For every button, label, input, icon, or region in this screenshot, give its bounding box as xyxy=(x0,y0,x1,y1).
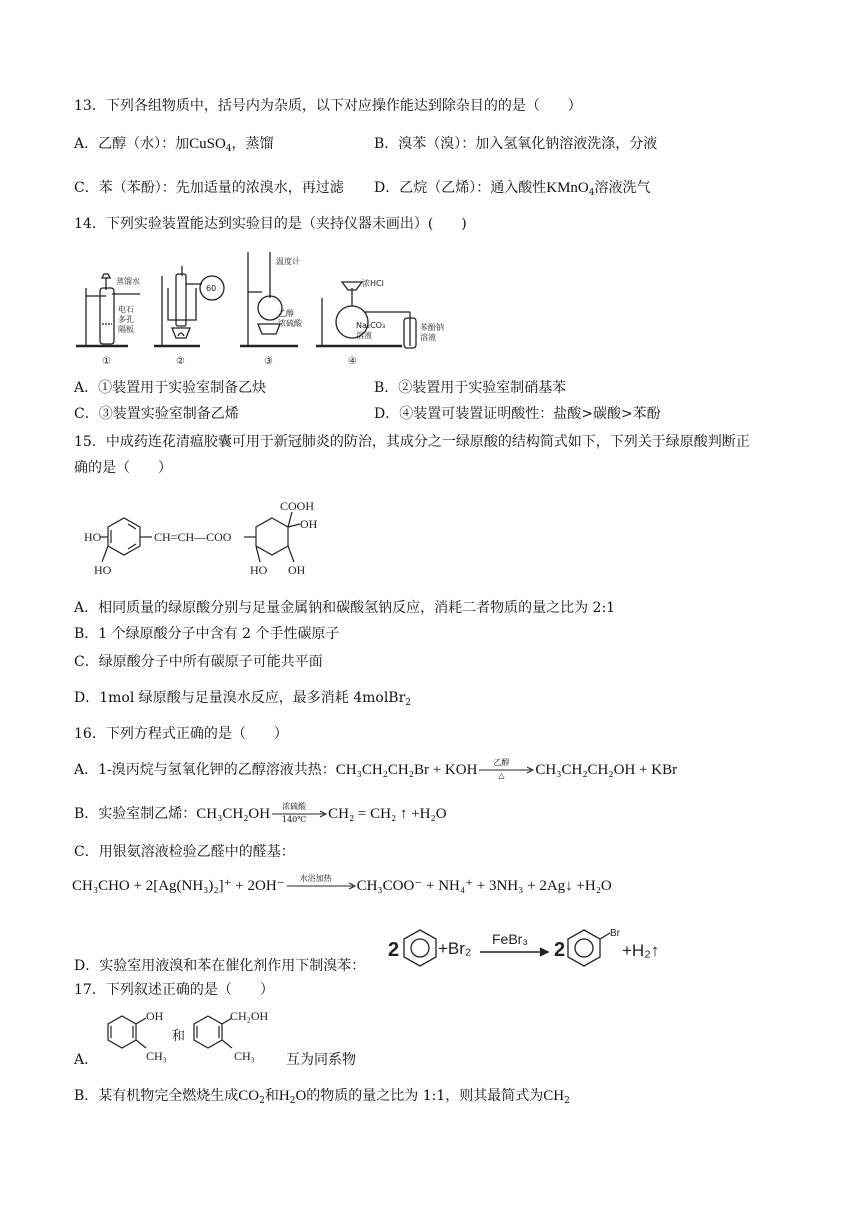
svg-text:Br: Br xyxy=(610,928,620,939)
svg-text:④: ④ xyxy=(348,356,357,367)
q17-option-a-label: A． xyxy=(74,1052,99,1068)
svg-text:浓HCl: 浓HCl xyxy=(362,279,384,288)
q16-option-c-equation: CH₃CHO + 2[Ag(NH₃)₂]⁺ + 2OH⁻ 水浴加热 CH₃COO⁻ + NH₄⁺ + 3NH₃ + 2Ag↓ +H₂O xyxy=(72,874,612,894)
q13-option-c: C．苯（苯酚）：先加适量的浓溴水，再过滤 xyxy=(74,180,344,196)
svg-text:CH₃: CH₃ xyxy=(146,1049,167,1063)
apparatus-4 xyxy=(316,278,444,367)
svg-text:OH: OH xyxy=(300,517,318,531)
q15-stem-line2: 确的是（ ） xyxy=(74,460,172,476)
svg-text:FeBr₃: FeBr₃ xyxy=(492,931,529,947)
svg-text:+Br₂: +Br₂ xyxy=(438,939,472,958)
q15-option-a: A．相同质量的绿原酸分别与足量金属钠和碳酸氢钠反应，消耗二者物质的量之比为 2:1 xyxy=(74,600,616,616)
svg-text:溶液: 溶液 xyxy=(356,331,372,340)
fig-label-water: 蒸馏水 xyxy=(116,277,140,286)
bromination-equation xyxy=(386,922,676,972)
q13-option-b: B．溴苯（溴）：加入氢氧化钠溶液洗涤，分液 xyxy=(374,136,658,152)
svg-text:60: 60 xyxy=(206,284,217,293)
svg-text:+H₂↑: +H₂↑ xyxy=(622,941,660,960)
svg-text:和: 和 xyxy=(172,1028,186,1043)
reaction-arrow: 浓硫酸 140℃ xyxy=(270,804,328,824)
reaction-arrow: 水浴加热 xyxy=(285,876,357,896)
apparatus-2 xyxy=(154,266,224,367)
reaction-arrow: 乙醇 △ xyxy=(477,760,535,780)
q15-option-c: C．绿原酸分子中所有碳原子可能共平面 xyxy=(74,654,323,670)
svg-text:隔板: 隔板 xyxy=(118,325,134,334)
q13-stem: 13．下列各组物质中，括号内为杂质，以下对应操作能达到除杂目的的是（ ） xyxy=(74,98,582,114)
q14-stem: 14．下列实验装置能达到实验目的是（夹持仪器未画出）( ) xyxy=(74,216,467,232)
svg-text:COOH: COOH xyxy=(280,499,315,513)
q14-option-b: B．②装置用于实验室制硝基苯 xyxy=(374,380,567,396)
q13-option-d: D．乙烷（乙烯）：通入酸性KMnO$_4$溶液洗气 xyxy=(374,180,651,198)
q14-option-c: C．③装置实验室制备乙烯 xyxy=(74,406,239,422)
svg-text:CH₃: CH₃ xyxy=(234,1049,255,1063)
q14-option-a: A．①装置用于实验室制备乙炔 xyxy=(74,380,267,396)
svg-text:Na₂CO₃: Na₂CO₃ xyxy=(356,321,386,330)
chlorogenic-acid-structure xyxy=(80,496,340,582)
svg-text:OH: OH xyxy=(288,563,306,577)
svg-text:HO: HO xyxy=(250,563,268,577)
svg-text:CH₂OH: CH₂OH xyxy=(230,1009,269,1023)
homolog-structures xyxy=(96,1006,286,1068)
q15-option-b: B．1 个绿原酸分子中含有 2 个手性碳原子 xyxy=(74,626,340,642)
q13-option-a: A．乙醇（水）：加CuSO$_4$，蒸馏 xyxy=(74,136,274,154)
q14-apparatus-figure xyxy=(72,248,502,370)
q17-stem: 17．下列叙述正确的是（ ） xyxy=(74,982,274,998)
q14-option-d: D．④装置可装置证明酸性：盐酸>碳酸>苯酚 xyxy=(374,406,661,422)
svg-text:电石: 电石 xyxy=(118,305,134,314)
svg-text:②: ② xyxy=(176,356,185,367)
svg-text:2: 2 xyxy=(554,939,566,961)
svg-text:乙醇: 乙醇 xyxy=(278,309,294,318)
q15-option-d: D．1mol 绿原酸与足量溴水反应，最多消耗 4molBr$_2$ xyxy=(74,690,412,708)
q17-option-a-text: 互为同系物 xyxy=(286,1052,356,1068)
svg-text:溶液: 溶液 xyxy=(420,333,436,342)
q16-option-d: D．实验室用液溴和苯在催化剂作用下制溴苯： xyxy=(74,958,366,974)
svg-text:2: 2 xyxy=(388,939,400,961)
svg-text:温度计: 温度计 xyxy=(276,257,300,266)
q16-stem: 16．下列方程式正确的是（ ） xyxy=(74,726,288,742)
apparatus-1 xyxy=(76,274,140,367)
svg-text:HO: HO xyxy=(84,530,102,544)
q15-stem-line1: 15．中成药连花清瘟胶囊可用于新冠肺炎的防治，其成分之一绿原酸的结构简式如下，下列关于绿原酸判断正 xyxy=(74,434,750,450)
q16-option-b: B．实验室制乙烯：CH₃CH₂OH 浓硫酸 140℃ CH₂ = CH₂ ↑ +H₂O xyxy=(74,802,447,824)
svg-text:多孔: 多孔 xyxy=(118,315,134,324)
apparatus-3 xyxy=(240,252,303,367)
svg-text:HO: HO xyxy=(94,563,112,577)
svg-text:OH: OH xyxy=(146,1009,164,1023)
svg-text:③: ③ xyxy=(264,356,273,367)
q16-option-a: A．1-溴丙烷与氢氧化钾的乙醇溶液共热：CH₃CH₂CH₂Br + KOH 乙醇 △ CH₃CH₂CH₂OH + KBr xyxy=(74,758,678,780)
q16-option-c: C．用银氨溶液检验乙醛中的醛基： xyxy=(74,844,295,860)
svg-text:苯酚钠: 苯酚钠 xyxy=(420,323,444,332)
svg-text:CH=CH—COO: CH=CH—COO xyxy=(154,530,232,544)
svg-text:浓硫酸: 浓硫酸 xyxy=(278,319,302,328)
q17-option-b: B．某有机物完全燃烧生成$CO_2$和$H_2O$的物质的量之比为 1:1，则其最简式为$CH_2$ xyxy=(74,1088,570,1106)
svg-text:①: ① xyxy=(102,356,111,367)
